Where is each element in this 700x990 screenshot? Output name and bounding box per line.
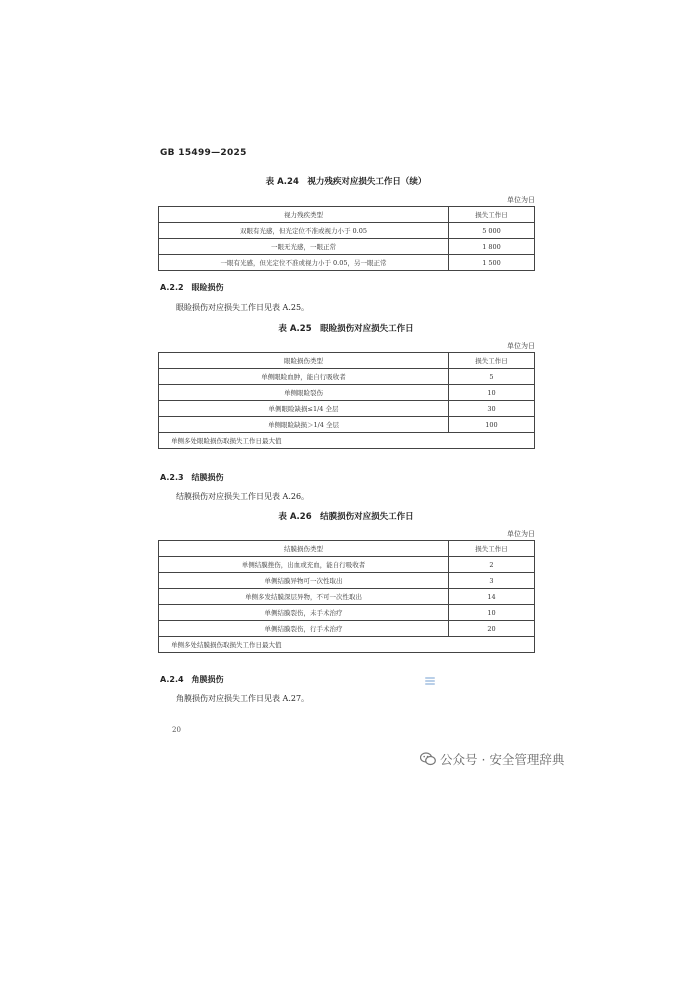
table-row bbox=[159, 417, 535, 433]
watermark-text: 公众号 · 安全管理辞典 bbox=[440, 752, 565, 767]
table-note: 单侧多处结膜损伤取损失工作日最大值 bbox=[159, 637, 535, 653]
table-a24-caption: 表 A.24 视力残疾对应损失工作日（续） bbox=[265, 177, 427, 187]
table-header-row bbox=[159, 353, 535, 369]
row-days: 30 bbox=[449, 401, 535, 417]
table-a25 bbox=[158, 352, 535, 449]
row-days: 14 bbox=[449, 589, 535, 605]
table-a26 bbox=[158, 540, 535, 653]
column-header-type: 眼睑损伤类型 bbox=[159, 353, 449, 369]
row-days: 5 bbox=[449, 369, 535, 385]
row-type: 单侧眼睑血肿，能自行吸收者 bbox=[159, 369, 449, 385]
row-type: 单侧结膜裂伤，行手术治疗 bbox=[159, 621, 449, 637]
document-mark-icon bbox=[424, 676, 436, 686]
row-days: 1 500 bbox=[449, 255, 535, 271]
row-type: 单侧眼睑缺损＞1/4 全层 bbox=[159, 417, 449, 433]
standard-code: GB 15499—2025 bbox=[160, 148, 247, 158]
row-days: 1 800 bbox=[449, 239, 535, 255]
table-row bbox=[159, 401, 535, 417]
section-heading-a222: A.2.2 眼睑损伤 bbox=[160, 283, 224, 292]
row-type: 单侧结膜裂伤，未手术治疗 bbox=[159, 605, 449, 621]
table-row bbox=[159, 255, 535, 271]
section-text-a224: 角膜损伤对应损失工作日见表 A.27。 bbox=[176, 694, 310, 703]
table-row bbox=[159, 385, 535, 401]
table-note: 单侧多处眼睑损伤取损失工作日最大值 bbox=[159, 433, 535, 449]
row-type: 单侧眼睑缺损≤1/4 全层 bbox=[159, 401, 449, 417]
table-header-row bbox=[159, 541, 535, 557]
column-header-days: 损失工作日 bbox=[449, 541, 535, 557]
row-type: 一眼有光感，但光定位不准或视力小于 0.05，另一眼正常 bbox=[159, 255, 449, 271]
row-days: 3 bbox=[449, 573, 535, 589]
table-row bbox=[159, 369, 535, 385]
row-days: 5 000 bbox=[449, 223, 535, 239]
row-days: 10 bbox=[449, 605, 535, 621]
watermark bbox=[420, 750, 564, 768]
table-row bbox=[159, 589, 535, 605]
table-note-row bbox=[159, 637, 535, 653]
column-header-days: 损失工作日 bbox=[449, 353, 535, 369]
column-header-type: 结膜损伤类型 bbox=[159, 541, 449, 557]
section-heading-a223: A.2.3 结膜损伤 bbox=[160, 473, 224, 482]
table-a26-unit: 单位为日 bbox=[507, 530, 535, 538]
column-header-days: 损失工作日 bbox=[449, 207, 535, 223]
table-row bbox=[159, 239, 535, 255]
table-a25-caption: 表 A.25 眼睑损伤对应损失工作日 bbox=[278, 324, 414, 334]
wechat-icon bbox=[420, 752, 436, 766]
row-type: 一眼无光感，一眼正常 bbox=[159, 239, 449, 255]
table-row bbox=[159, 573, 535, 589]
column-header-type: 视力残疾类型 bbox=[159, 207, 449, 223]
row-days: 10 bbox=[449, 385, 535, 401]
table-row bbox=[159, 621, 535, 637]
section-text-a223: 结膜损伤对应损失工作日见表 A.26。 bbox=[176, 492, 310, 501]
section-heading-a224: A.2.4 角膜损伤 bbox=[160, 675, 224, 684]
page-number: 20 bbox=[172, 726, 181, 734]
row-days: 2 bbox=[449, 557, 535, 573]
table-row bbox=[159, 557, 535, 573]
table-row bbox=[159, 605, 535, 621]
row-type: 单侧眼睑裂伤 bbox=[159, 385, 449, 401]
table-a24-unit: 单位为日 bbox=[507, 196, 535, 204]
table-header-row bbox=[159, 207, 535, 223]
table-a25-unit: 单位为日 bbox=[507, 342, 535, 350]
table-a26-caption: 表 A.26 结膜损伤对应损失工作日 bbox=[278, 512, 414, 522]
row-type: 单侧结膜挫伤，出血或充血，能自行吸收者 bbox=[159, 557, 449, 573]
table-row bbox=[159, 223, 535, 239]
row-type: 单侧结膜异物可一次性取出 bbox=[159, 573, 449, 589]
row-type: 单侧多发结膜深层异物，不可一次性取出 bbox=[159, 589, 449, 605]
row-days: 20 bbox=[449, 621, 535, 637]
row-days: 100 bbox=[449, 417, 535, 433]
table-note-row bbox=[159, 433, 535, 449]
row-type: 双眼有光感，但光定位不准或视力小于 0.05 bbox=[159, 223, 449, 239]
section-text-a222: 眼睑损伤对应损失工作日见表 A.25。 bbox=[176, 303, 310, 312]
table-a24 bbox=[158, 206, 535, 271]
